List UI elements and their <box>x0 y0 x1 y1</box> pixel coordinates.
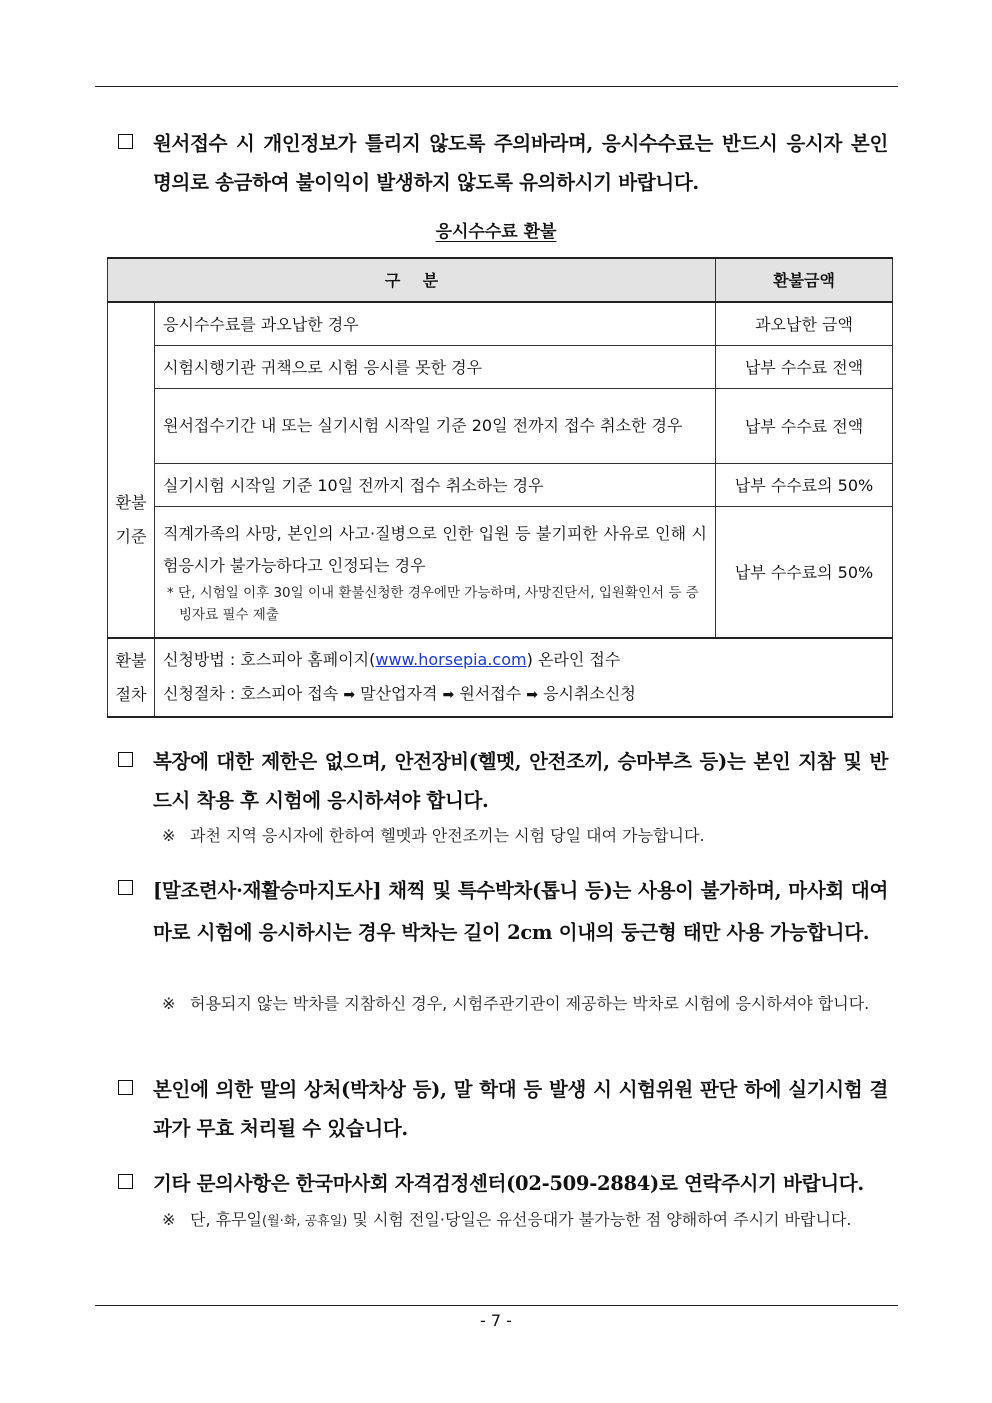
step: 원서접수 <box>459 684 522 703</box>
reference-mark: ※ <box>162 826 176 845</box>
checkbox-square-icon <box>118 1174 133 1189</box>
table-row <box>108 389 893 464</box>
top-rule <box>95 86 898 87</box>
note-1 <box>162 819 890 853</box>
reference-mark: ※ <box>162 1210 176 1229</box>
notice-text: 원서접수 시 개인정보가 틀리지 않도록 주의바라며, 응시수수료는 반드시 응시자 본인 명의로 송금하여 불이익이 발생하지 않도록 유의하시기 바랍니다. <box>153 132 888 194</box>
criteria-label: 환불 기준 <box>108 302 155 638</box>
table-row <box>108 507 893 639</box>
arrow-right-icon: ➡ <box>343 687 356 703</box>
checkbox-square-icon <box>118 752 133 767</box>
checkbox-square-icon <box>118 1080 133 1095</box>
bottom-rule <box>95 1305 898 1306</box>
notice-section-1 <box>118 124 888 202</box>
notice-text: 본인에 의한 말의 상처(박차상 등), 말 학대 등 발생 시 시험위원 판단 하에 실기시험 결과가 무효 처리될 수 있습니다. <box>153 1078 888 1140</box>
row-amount: 납부 수수료의 50% <box>716 507 893 639</box>
reference-mark: ※ <box>162 994 176 1013</box>
note-2 <box>162 987 890 1021</box>
notice-text: 복장에 대한 제한은 없으며, 안전장비(헬멧, 안전조끼, 승마부츠 등)는 본인 지참 및 반드시 착용 후 시험에 응시하셔야 합니다. <box>153 750 888 812</box>
notice-text: [말조련사·재활승마지도사] 채찍 및 특수박차(톱니 등)는 사용이 불가하며, 마사회 대여마로 시험에 응시하시는 경우 박차는 길이 2cm 이내의 둥근형 태만 사용 가능합니다. <box>153 879 888 944</box>
header-amount: 환불금액 <box>716 258 893 302</box>
row-desc: 원서접수기간 내 또는 실기시험 시작일 기준 20일 전까지 접수 취소한 경우 <box>155 389 716 464</box>
page-number: - 7 - <box>480 1311 512 1330</box>
notice-section-4 <box>118 1070 888 1148</box>
table-title: 응시수수료 환불 <box>435 222 557 242</box>
row-amount: 납부 수수료 전액 <box>716 389 893 464</box>
row-amount: 납부 수수료 전액 <box>716 346 893 389</box>
row-desc: 응시수수료를 과오납한 경우 <box>155 302 716 346</box>
note-text: 과천 지역 응시자에 한하여 헬멧과 안전조끼는 시험 당일 대여 가능합니다. <box>190 826 705 845</box>
row-desc: 직계가족의 사망, 본인의 사고·질병으로 인한 입원 등 불기피한 사유로 인해 시험응시가 불가능하다고 인정되는 경우 <box>163 524 707 575</box>
procedure-label: 환불 절차 <box>108 638 155 717</box>
table-row <box>108 302 893 346</box>
note-3: ※ 단, 휴무일(월·화, 공휴일) 및 시험 전일·당일은 유선응대가 불가능한 점 양해하여 주시기 바랍니다. <box>162 1203 890 1239</box>
notice-section-5 <box>118 1164 888 1203</box>
arrow-right-icon: ➡ <box>442 687 455 703</box>
row-amount: 과오납한 금액 <box>716 302 893 346</box>
step: 호스피아 접속 <box>240 684 339 703</box>
refund-table <box>107 257 893 718</box>
header-category: 구 분 <box>108 258 716 302</box>
checkbox-square-icon <box>118 880 133 895</box>
apply-steps: 신청절차 : 호스피아 접속 ➡ 말산업자격 ➡ 원서접수 ➡ 응시취소신청 <box>163 684 636 703</box>
row-amount: 납부 수수료의 50% <box>716 464 893 507</box>
checkbox-square-icon <box>118 134 133 149</box>
apply-method: 신청방법 : 호스피아 홈페이지(www.horsepia.com) 온라인 접수 <box>163 650 621 669</box>
note-text: 허용되지 않는 박차를 지참하신 경우, 시험주관기관이 제공하는 박차로 시험에 응시하셔야 합니다. <box>190 994 870 1013</box>
step: 말산업자격 <box>360 684 438 703</box>
row-footnote: * 단, 시험일 이후 30일 이내 환불신청한 경우에만 가능하며, 사망진단서, 입원확인서 등 증빙자료 필수 제출 <box>167 585 699 623</box>
row-desc: 시험시행기관 귀책으로 시험 응시를 못한 경우 <box>155 346 716 389</box>
table-row <box>108 464 893 507</box>
procedure-row <box>108 638 893 717</box>
row-desc: 실기시험 시작일 기준 10일 전까지 접수 취소하는 경우 <box>155 464 716 507</box>
horsepia-link[interactable]: www.horsepia.com <box>375 650 527 669</box>
arrow-right-icon: ➡ <box>526 687 538 703</box>
notice-section-3 <box>118 870 888 954</box>
notice-section-2 <box>118 742 888 820</box>
table-row <box>108 346 893 389</box>
table-header-row <box>108 258 893 302</box>
step: 응시취소신청 <box>543 684 636 703</box>
notice-text: 기타 문의사항은 한국마사회 자격검정센터(02-509-2884)로 연락주시기 바랍니다. <box>153 1172 864 1195</box>
